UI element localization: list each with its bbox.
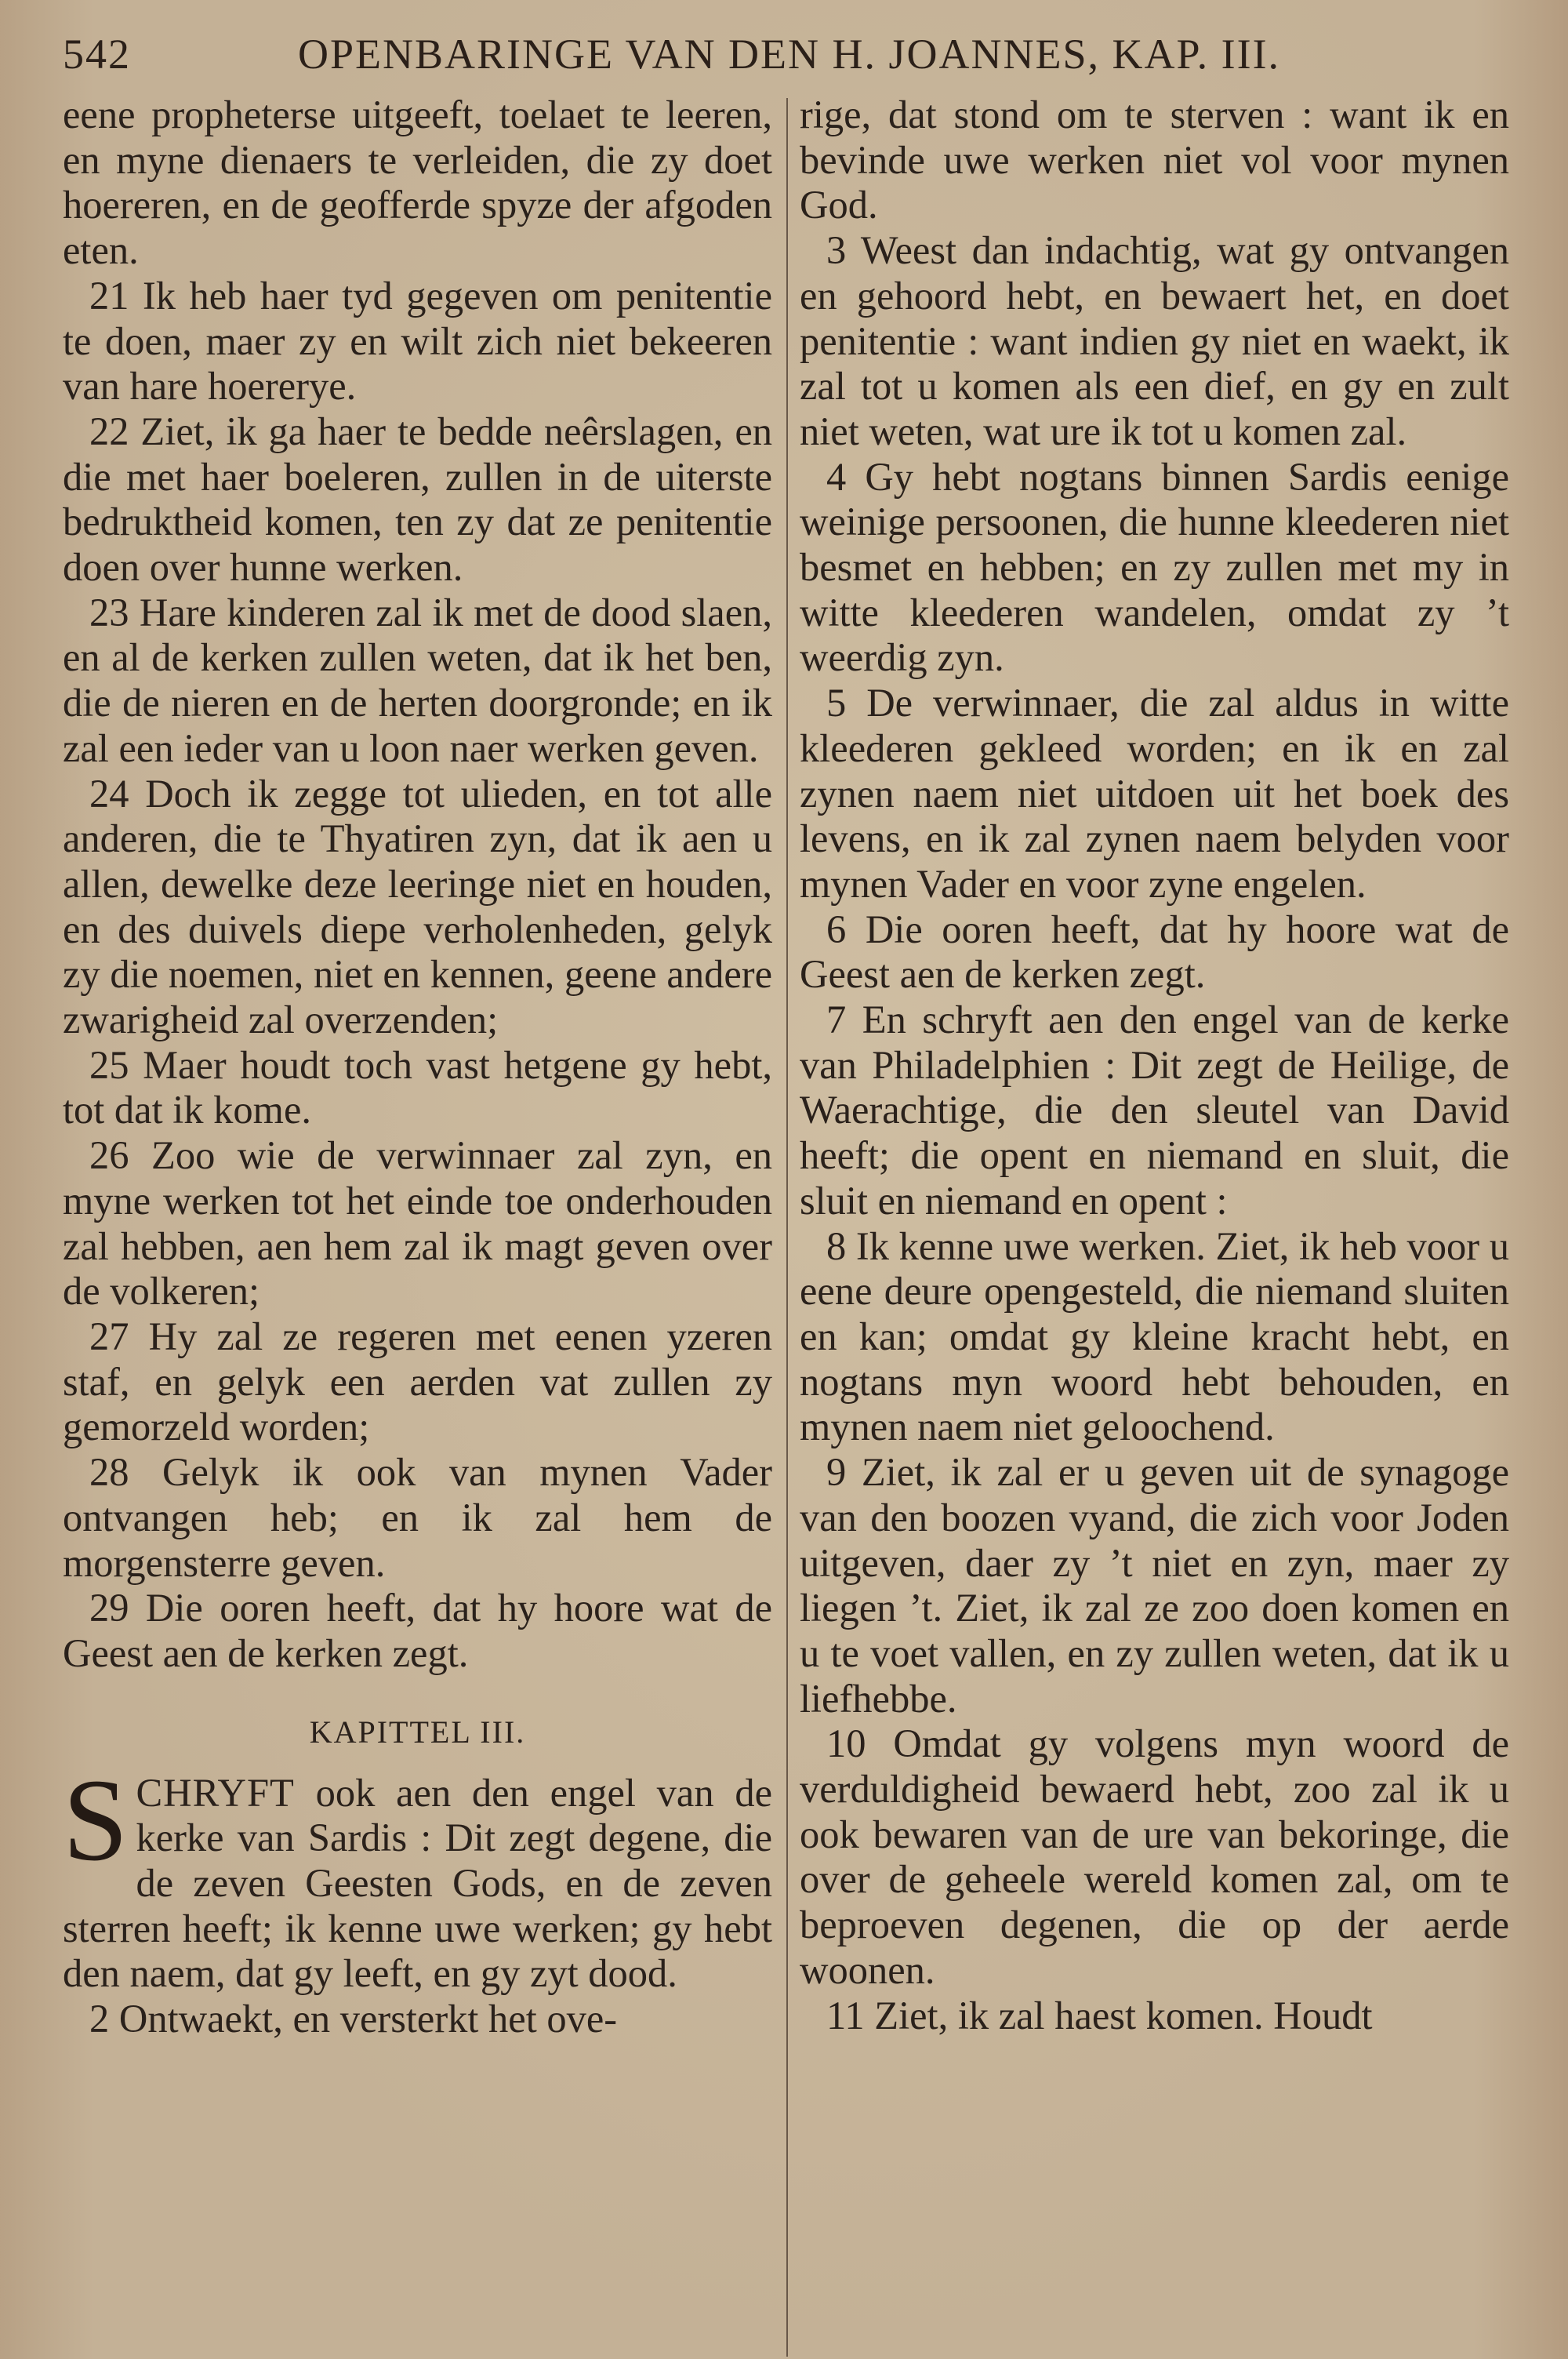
verse-21: 21 Ik heb haer tyd gegeven om penitentie te doen, maer zy en wilt zich niet bekeeren van hare hoererye. bbox=[63, 273, 772, 409]
chapter-opening-text: ook aen den engel van de kerke van Sardis : Dit zegt degene, die de zeven Geesten Gods, en de zeven sterren heeft; ik kenne uwe werken; gy hebt den naem, dat gy leeft, en gy zyt dood. bbox=[63, 1770, 772, 1996]
page-header bbox=[63, 30, 1537, 85]
chapter-opening-paragraph bbox=[63, 1754, 772, 1997]
verse-7: 7 En schryft aen den engel van de kerke van Philadelphien : Dit zegt de Heilige, de Waerachtige, die den sleutel van David heeft; die opent en niemand en sluit, die sluit en niemand en opent : bbox=[800, 998, 1509, 1223]
paragraph: eene propheterse uitgeeft, toelaet te leeren, en myne dienaers te verleiden, die zy doet hoereren, en de geofferde spyze der afgoden eten. bbox=[63, 93, 772, 273]
paragraph: rige, dat stond om te sterven : want ik en bevinde uwe werken niet vol voor mynen God. bbox=[800, 93, 1509, 227]
drop-cap-letter: S bbox=[63, 1754, 129, 1885]
page-number: 542 bbox=[63, 31, 131, 78]
verse-3: 3 Weest dan indachtig, wat gy ontvangen en gehoord hebt, en bewaert het, en doet penitentie : want indien gy niet en waekt, ik zal tot u komen als een dief, en gy en zult niet weten, wat ure ik tot u komen zal. bbox=[800, 228, 1509, 453]
verse-9: 9 Ziet, ik zal er u geven uit de synagoge van den boozen vyand, die zich voor Joden uitgeven, daer zy ’t niet en zyn, maer zy liegen ’t. Ziet, ik zal ze zoo doen komen en u te voet vallen, en zy zullen weten, dat ik u liefhebbe. bbox=[800, 1450, 1509, 1721]
chapter-heading: KAPITTEL III. bbox=[309, 1714, 526, 1750]
verse-27: 27 Hy zal ze regeren met eenen yzeren staf, en gelyk een aerden vat zullen zy gemorzeld worden; bbox=[63, 1314, 772, 1449]
column-divider bbox=[786, 98, 788, 2357]
verse-5: 5 De verwinnaer, die zal aldus in witte kleederen gekleed worden; en ik en zal zynen naem niet uitdoen uit het boek des levens, en ik zal zynen naem belyden voor mynen Vader en voor zyne engelen. bbox=[800, 681, 1509, 906]
verse-25: 25 Maer houdt toch vast hetgene gy hebt, tot dat ik kome. bbox=[63, 1042, 772, 1132]
verse-6: 6 Die ooren heeft, dat hy hoore wat de Geest aen de kerken zegt. bbox=[800, 907, 1509, 997]
verse-10: 10 Omdat gy volgens myn woord de verduldigheid bewaerd hebt, zoo zal ik u ook bewaren van de ure van bekoringe, die over de geheele wereld komen zal, om te beproeven degenen, die op der aerde woonen. bbox=[800, 1721, 1509, 1992]
verse-28: 28 Gelyk ik ook van mynen Vader ontvangen heb; en ik zal hem de morgensterre geven. bbox=[63, 1450, 772, 1585]
verse-22: 22 Ziet, ik ga haer te bedde neêrslagen, en die met haer boeleren, zullen in de uiterste bedruktheid komen, ten zy dat ze penitentie doen over hunne werken. bbox=[63, 409, 772, 590]
running-title: OPENBARINGE VAN DEN H. JOANNES, KAP. III. bbox=[298, 31, 1281, 78]
verse-4: 4 Gy hebt nogtans binnen Sardis eenige weinige persoonen, die hunne kleederen niet besmet en hebben; en zy zullen met my in witte kleederen wandelen, omdat zy ’t weerdig zyn. bbox=[800, 454, 1509, 680]
verse-26: 26 Zoo wie de verwinnaer zal zyn, en myne werken tot het einde toe onderhouden zal hebben, aen hem zal ik magt geven over de volkeren; bbox=[63, 1133, 772, 1314]
small-caps-word: CHRYFT bbox=[136, 1770, 295, 1815]
right-column bbox=[800, 93, 1509, 2038]
verse-24: 24 Doch ik zegge tot ulieden, en tot alle anderen, die te Thyatiren zyn, dat ik aen u allen, dewelke deze leeringe niet en houden, en des duivels diepe verholenheden, gelyk zy die noemen, niet en kennen, geene andere zwarigheid zal overzenden; bbox=[63, 771, 772, 1042]
verse-2: 2 Ontwaekt, en versterkt het ove- bbox=[89, 1997, 618, 2041]
verse-29: 29 Die ooren heeft, dat hy hoore wat de Geest aen de kerken zegt. bbox=[63, 1586, 772, 1675]
verse-11: 11 Ziet, ik zal haest komen. Houdt bbox=[826, 1993, 1373, 2037]
verse-23: 23 Hare kinderen zal ik met de dood slaen, en al de kerken zullen weten, dat ik het ben, die de nieren en de herten doorgronde; en ik zal een ieder van u loon naer werken geven. bbox=[63, 590, 772, 770]
left-column bbox=[63, 93, 772, 2042]
verse-8: 8 Ik kenne uwe werken. Ziet, ik heb voor u eene deure opengesteld, die niemand sluiten en kan; omdat gy kleine kracht hebt, en nogtans myn woord hebt behouden, en mynen naem niet geloochend. bbox=[800, 1223, 1509, 1449]
